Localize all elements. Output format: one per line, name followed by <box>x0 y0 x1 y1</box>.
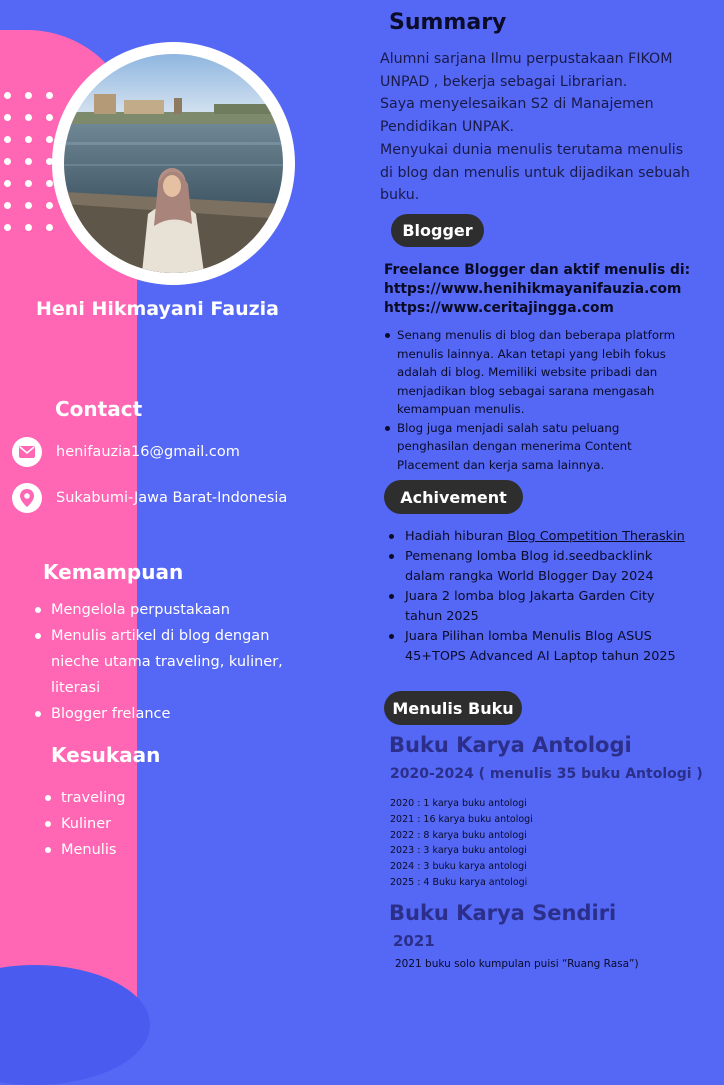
list-item: Pemenang lomba Blog id.seedbacklink dalam rangka World Blogger Day 2024 <box>384 547 685 587</box>
sendiri-year: 2021 <box>393 932 435 950</box>
list-item: Menulis <box>43 837 126 863</box>
list-item: Menulis artikel di blog dengan nieche utama traveling, kuliner, literasi <box>33 623 283 701</box>
sendiri-title: Buku Karya Sendiri <box>389 901 617 925</box>
list-item: Juara 2 lomba blog Jakarta Garden City tahun 2025 <box>384 587 685 627</box>
mail-icon <box>12 437 42 467</box>
contact-location-row <box>12 482 287 514</box>
achievement-label: Achivement <box>384 480 523 514</box>
sendiri-item: 2021 buku solo kumpulan puisi “Ruang Rasa”) <box>395 958 639 970</box>
books-label: Menulis Buku <box>384 691 522 725</box>
kesukaan-title: Kesukaan <box>51 743 161 767</box>
blogger-heading: Freelance Blogger dan aktif menulis di: https://www.henihikmayanifauzia.com https://www.ceritajingga.com <box>384 262 691 316</box>
contact-email-row[interactable] <box>12 436 240 468</box>
list-item: Mengelola perpustakaan <box>33 597 283 623</box>
list-item: 2025 : 4 Buku karya antologi <box>390 876 528 888</box>
blog-link-1[interactable]: https://www.henihikmayanifauzia.com <box>384 281 682 297</box>
list-item: Kuliner <box>43 811 126 837</box>
achievement-list <box>384 527 685 667</box>
list-item: traveling <box>43 785 126 811</box>
blogger-label: Blogger <box>391 214 484 247</box>
profile-name: Heni Hikmayani Fauzia <box>36 298 279 320</box>
list-item: Senang menulis di blog dan beberapa platform menulis lainnya. Akan tetapi yang lebih fokus adalah di blog. Memiliki website pribadi dan menjadikan blog sebagai sarana mengasah kemampuan menulis. <box>384 326 675 419</box>
list-item: 2024 : 3 buku karya antologi <box>390 861 527 873</box>
list-item: 2020 : 1 karya buku antologi <box>390 798 527 809</box>
summary-text: Alumni sarjana Ilmu perpustakaan FIKOM UNPAD , bekerja sebagai Librarian. Saya menyelesaikan S2 di Manajemen Pendidikan UNPAK. Menyukai dunia menulis terutama menulis di blog dan menulis untuk dijadikan sebuah buku. <box>380 51 690 204</box>
contact-email[interactable]: henifauzia16@gmail.com <box>56 444 240 460</box>
antologi-title: Buku Karya Antologi <box>389 733 632 757</box>
antologi-subtitle: 2020-2024 ( menulis 35 buku Antologi ) <box>390 766 703 782</box>
list-item: Blogger frelance <box>33 701 283 727</box>
kemampuan-list <box>33 597 283 727</box>
list-item: Blog juga menjadi salah satu peluang penghasilan dengan menerima Content Placement dan kerja sama lainnya. <box>384 419 675 475</box>
blogger-bullets <box>384 326 675 474</box>
profile-photo <box>64 54 283 273</box>
location-pin-icon <box>12 483 42 513</box>
list-item: 2023 : 3 karya buku antologi <box>390 845 527 857</box>
blog-link-2[interactable]: https://www.ceritajingga.com <box>384 300 614 316</box>
contact-title: Contact <box>55 397 143 421</box>
kesukaan-list <box>43 785 126 863</box>
contact-location: Sukabumi-Jawa Barat-Indonesia <box>56 490 288 506</box>
blog-competition-link[interactable]: Blog Competition Theraskin <box>507 529 685 544</box>
antologi-list <box>390 796 533 891</box>
profile-photo-image <box>64 54 283 273</box>
kemampuan-title: Kemampuan <box>43 560 184 584</box>
list-item: Juara Pilihan lomba Menulis Blog ASUS 45+TOPS Advanced AI Laptop tahun 2025 <box>384 627 685 667</box>
list-item: 2021 : 16 karya buku antologi <box>390 813 533 825</box>
summary-title: Summary <box>389 10 507 35</box>
list-item: Hadiah hiburan Blog Competition Theraskin <box>384 527 685 547</box>
list-item: 2022 : 8 karya buku antologi <box>390 829 527 841</box>
